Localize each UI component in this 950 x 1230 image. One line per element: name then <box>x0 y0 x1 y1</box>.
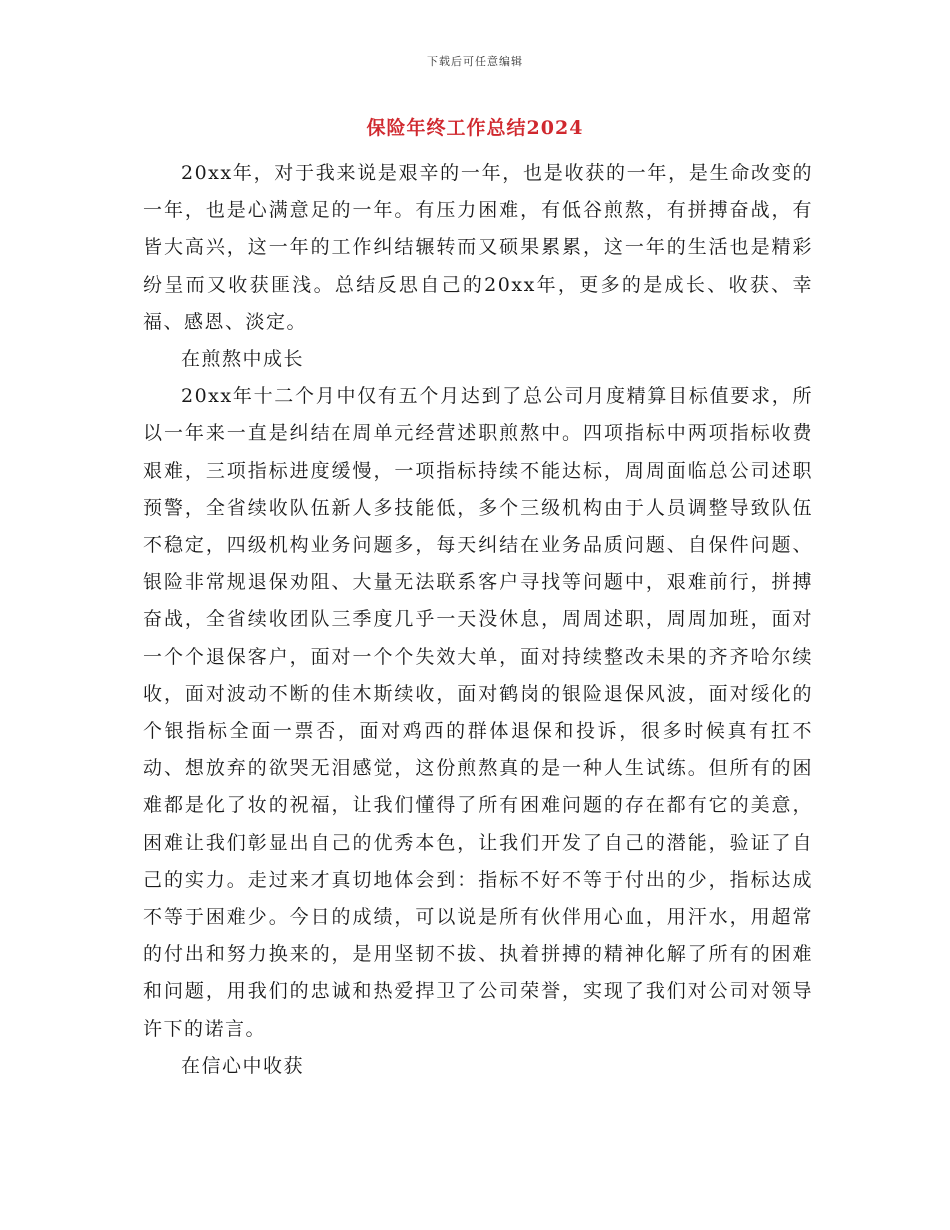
document-body <box>143 155 813 1085</box>
page-header-note: 下载后可任意编辑 <box>427 55 523 68</box>
intro-paragraph: 20xx年，对于我来说是艰辛的一年，也是收获的一年，是生命改变的一年，也是心满意足的一年。有压力困难，有低谷煎熬，有拼搏奋战，有皆大高兴，这一年的工作纠结辗转而又硕果累累，这一年的生活也是精彩纷呈而又收获匪浅。总结反思自己的20xx年，更多的是成长、收获、幸福、感恩、淡定。 <box>143 162 813 333</box>
growth-paragraph: 20xx年十二个月中仅有五个月达到了总公司月度精算目标值要求，所以一年来一直是纠结在周单元经营述职煎熬中。四项指标中两项指标收费艰难，三项指标进度缓慢，一项指标持续不能达标，周周面临总公司述职预警，全省续收队伍新人多技能低，多个三级机构由于人员调整导致队伍不稳定，四级机构业务问题多，每天纠结在业务品质问题、自保件问题、银险非常规退保劝阻、大量无法联系客户寻找等问题中，艰难前行，拼搏奋战，全省续收团队三季度几乎一天没休息，周周述职，周周加班，面对一个个退保客户，面对一个个失效大单，面对持续整改未果的齐齐哈尔续收，面对波动不断的佳木斯续收，面对鹤岗的银险退保风波，面对绥化的个银指标全面一票否，面对鸡西的群体退保和投诉，很多时候真有扛不动、想放弃的欲哭无泪感觉，这份煎熬真的是一种人生试练。但所有的困难都是化了妆的祝福，让我们懂得了所有困难问题的存在都有它的美意，困难让我们彰显出自己的优秀本色，让我们开发了自己的潜能，验证了自己的实力。走过来才真切地体会到：指标不好不等于付出的少，指标达成不等于困难少。今日的成绩，可以说是所有伙伴用心血，用汗水，用超常的付出和努力换来的，是用坚韧不拔、执着拼搏的精神化解了所有的困难和问题，用我们的忠诚和热爱捍卫了公司荣誉，实现了我们对公司对领导许下的诺言。 <box>143 385 813 1040</box>
section-heading-growth: 在煎熬中成长 <box>181 348 305 371</box>
document-title: 保险年终工作总结2024 <box>366 117 584 139</box>
section-heading-harvest: 在信心中收获 <box>181 1054 305 1077</box>
